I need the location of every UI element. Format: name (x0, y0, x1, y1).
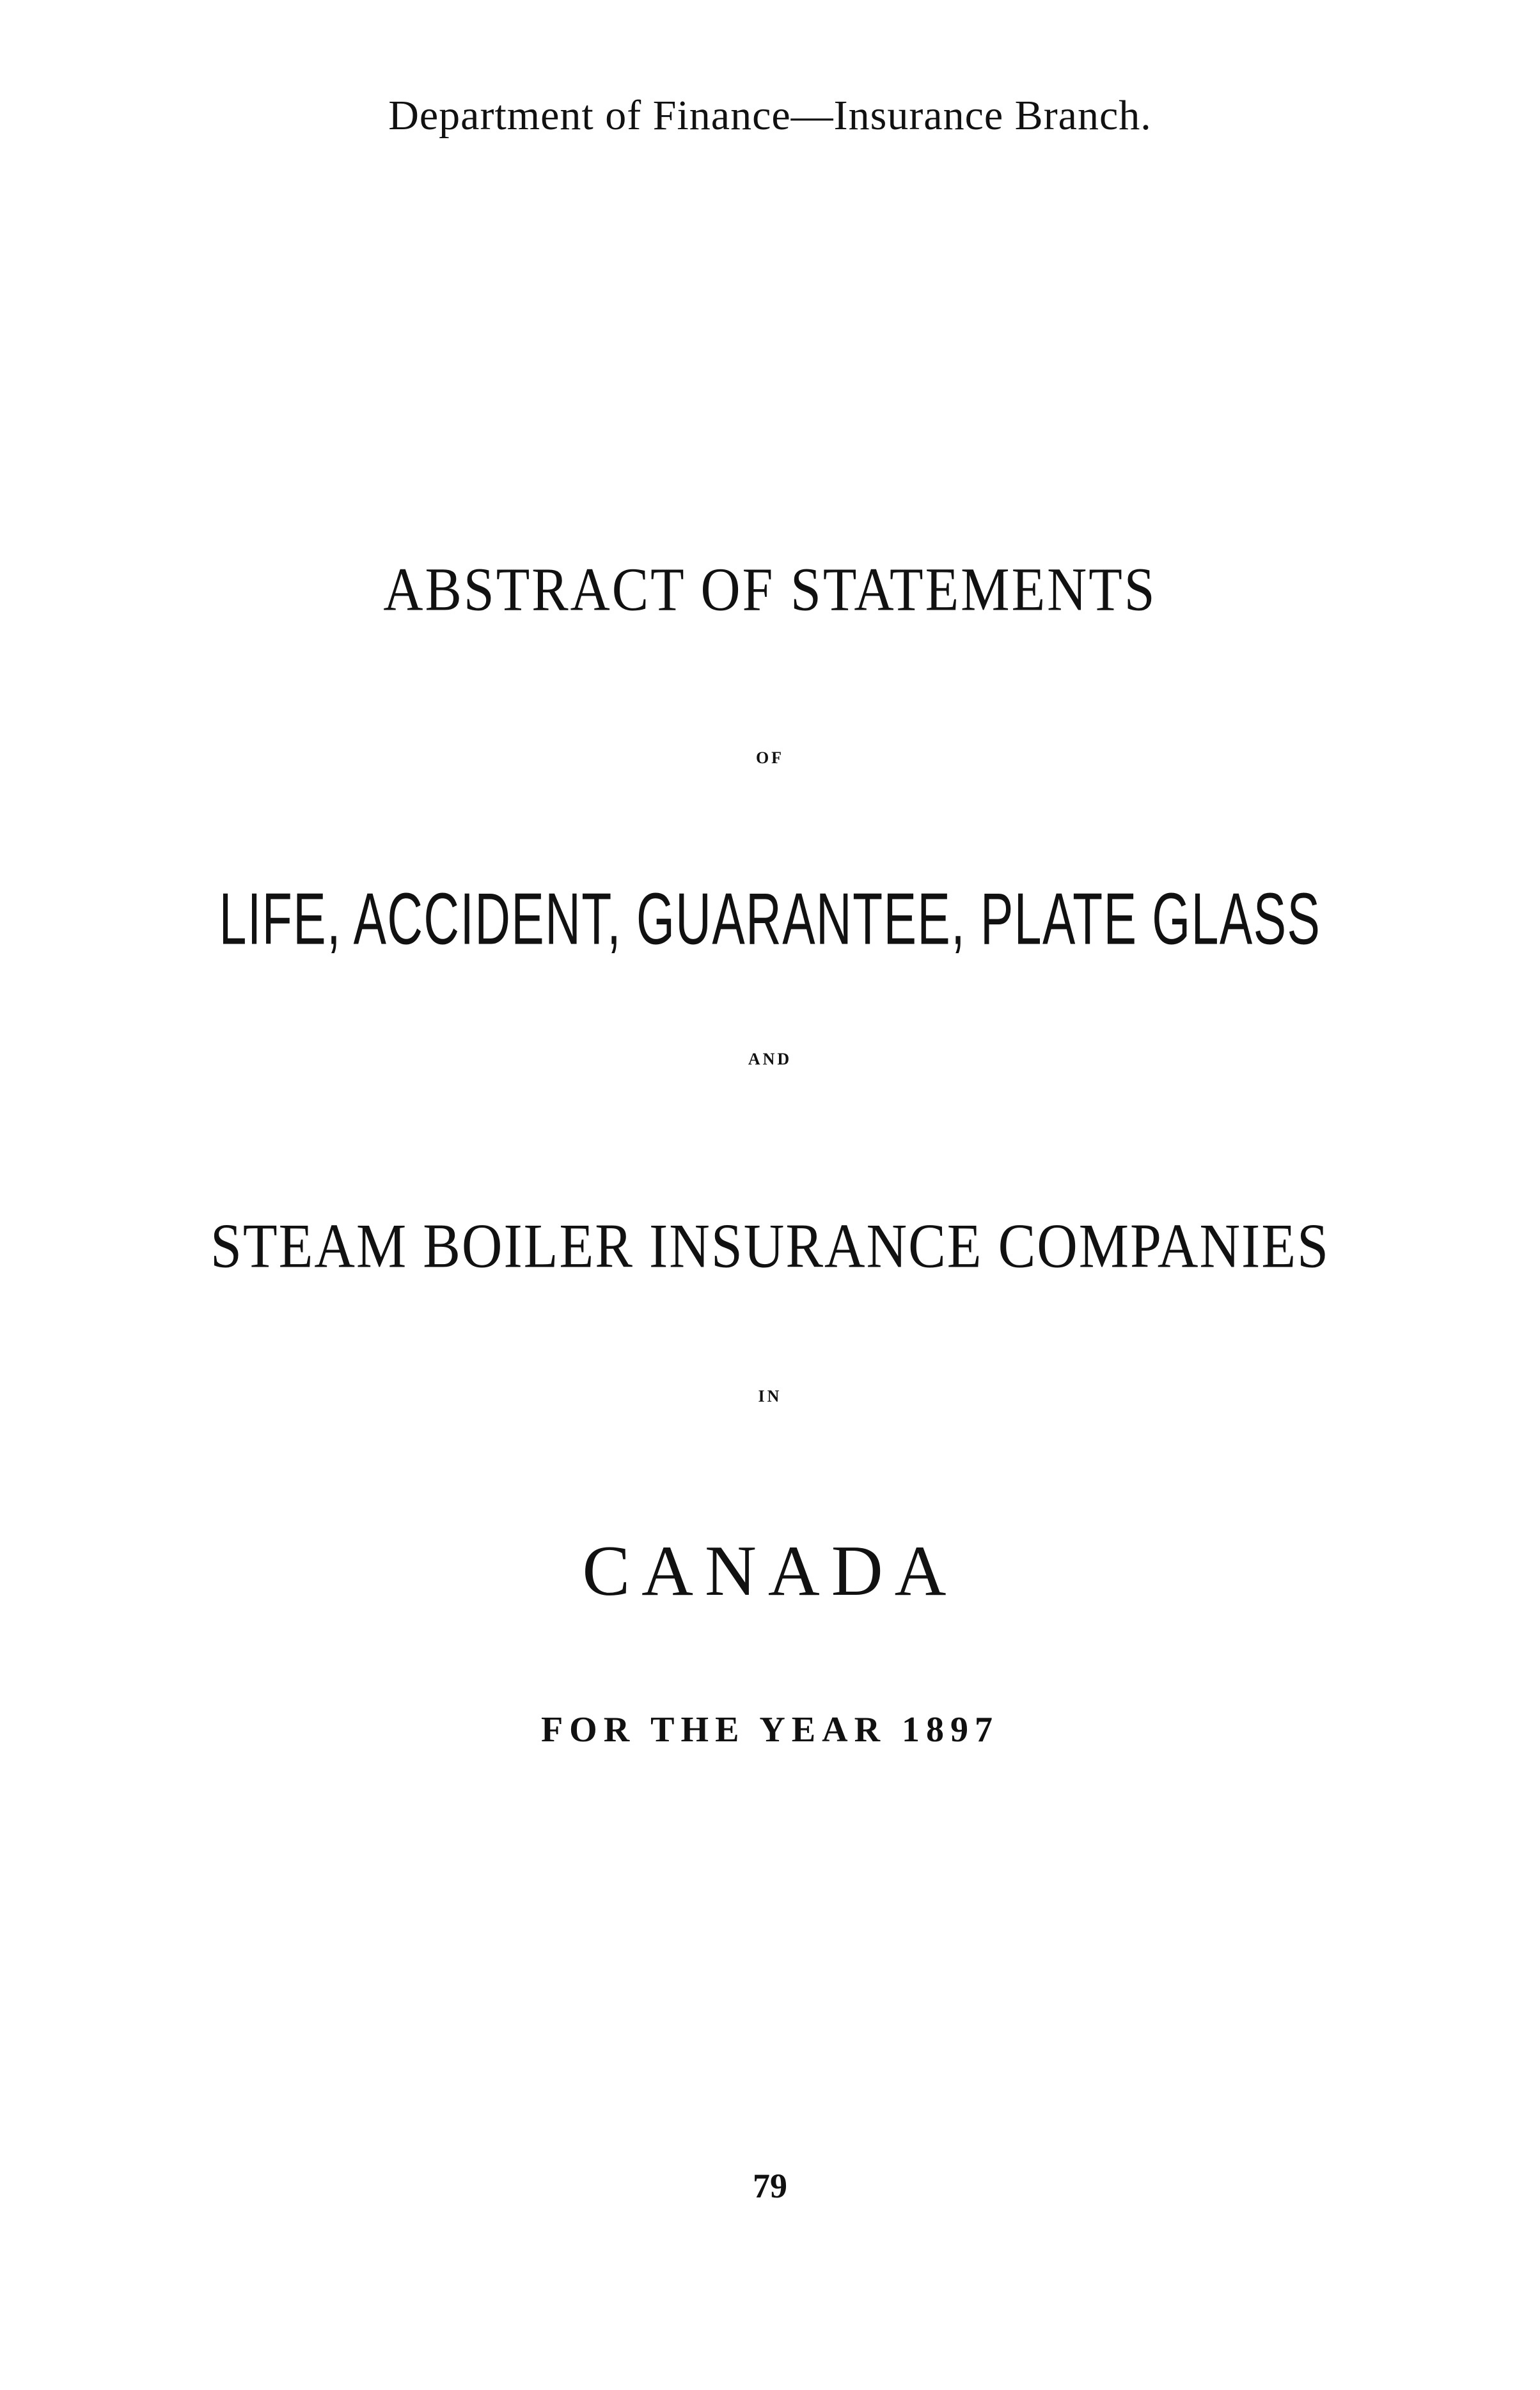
title-connector-and: AND (748, 1050, 792, 1068)
title-year: FOR THE YEAR 1897 (540, 1710, 1000, 1750)
title-insurance-types: LIFE, ACCIDENT, GUARANTEE, PLATE GLASS (219, 878, 1321, 960)
title-canada: CANADA (582, 1531, 958, 1611)
title-abstract-of-statements: ABSTRACT OF STATEMENTS (383, 555, 1157, 624)
title-connector-of: OF (755, 748, 785, 767)
title-steam-boiler-companies: STEAM BOILER INSURANCE COMPANIES (210, 1212, 1330, 1281)
page-number: 79 (753, 2167, 787, 2205)
running-header: Department of Finance—Insurance Branch. (388, 92, 1152, 139)
title-connector-in: IN (758, 1387, 782, 1405)
